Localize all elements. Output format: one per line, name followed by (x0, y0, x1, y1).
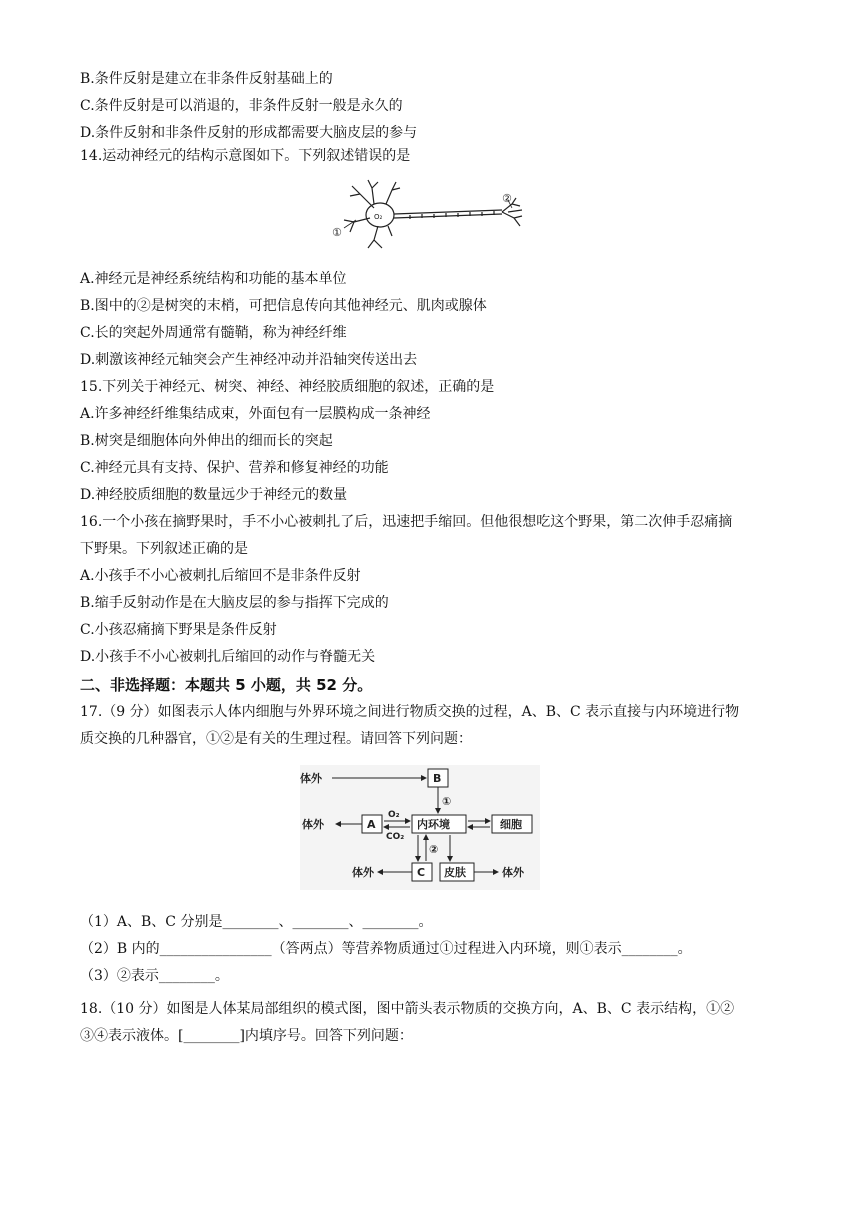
exchange-diagram (300, 765, 540, 890)
label-arrow-2: ② (429, 843, 439, 856)
q18-stem-line1: 18.（10 分）如图是人体某局部组织的模式图，图中箭头表示物质的交换方向，A、B、C 表示结构，①② (80, 1001, 735, 1017)
q17-sub-1: （1）A、B、C 分别是________、________、________。 (80, 914, 433, 930)
label-box-b: B (433, 772, 442, 785)
label-outside-bottom: 体外 (352, 866, 374, 879)
q13-option-b: B.条件反射是建立在非条件反射基础上的 (80, 71, 333, 87)
q15-option-c: C.神经元具有支持、保护、营养和修复神经的功能 (80, 460, 389, 476)
q14-option-b: B.图中的②是树突的末梢，可把信息传向其他神经元、肌肉或腺体 (80, 298, 487, 314)
q15-option-a: A.许多神经纤维集结成束，外面包有一层膜构成一条神经 (80, 406, 431, 422)
q16-stem-line2: 下野果。下列叙述正确的是 (80, 541, 248, 557)
q16-stem-line1: 16.一个小孩在摘野果时，手不小心被刺扎了后，迅速把手缩回。但他很想吃这个野果，第二次伸手忍痛摘 (80, 514, 733, 530)
label-skin: 皮肤 (444, 866, 466, 879)
q13-option-c: C.条件反射是可以消退的，非条件反射一般是永久的 (80, 98, 403, 114)
label-cell: 细胞 (500, 818, 522, 831)
label-inner-environment: 内环境 (417, 818, 450, 831)
label-outside-top: 体外 (300, 772, 322, 785)
q14-option-d: D.刺激该神经元轴突会产生神经冲动并沿轴突传送出去 (80, 352, 418, 368)
label-box-c: C (417, 866, 426, 879)
label-box-a: A (367, 818, 376, 831)
q17-sub-3: （3）②表示________。 (80, 968, 229, 984)
q13-option-d: D.条件反射和非条件反射的形成都需要大脑皮层的参与 (80, 125, 418, 141)
q17-sub-2: （2）B 内的________________（答两点）等营养物质通过①过程进入内环境，则①表示________。 (80, 941, 692, 957)
neuron-label-2: ② (502, 192, 512, 205)
neuron-label-1: ① (332, 226, 342, 239)
q17-stem-line1: 17.（9 分）如图表示人体内细胞与外界环境之间进行物质交换的过程，A、B、C 表示直接与内环境进行物 (80, 704, 740, 720)
neuron-diagram (330, 170, 530, 260)
q18-stem-line2: ③④表示液体。[________]内填序号。回答下列问题： (80, 1028, 413, 1044)
q16-option-c: C.小孩忍痛摘下野果是条件反射 (80, 622, 277, 638)
section-heading: 二、非选择题：本题共 5 小题，共 52 分。 (80, 676, 373, 694)
q15-option-d: D.神经胶质细胞的数量远少于神经元的数量 (80, 487, 348, 503)
neuron-nucleus-label: O₂ (374, 213, 383, 221)
q14-stem: 14.运动神经元的结构示意图如下。下列叙述错误的是 (80, 148, 411, 164)
q16-option-b: B.缩手反射动作是在大脑皮层的参与指挥下完成的 (80, 595, 389, 611)
q15-stem: 15.下列关于神经元、树突、神经、神经胶质细胞的叙述，正确的是 (80, 379, 495, 395)
label-outside-left: 体外 (302, 818, 324, 831)
label-co2: CO₂ (386, 832, 405, 842)
q16-option-a: A.小孩手不小心被刺扎后缩回不是非条件反射 (80, 568, 361, 584)
q17-stem-line2: 质交换的几种器官，①②是有关的生理过程。请回答下列问题： (80, 731, 472, 747)
q16-option-d: D.小孩手不小心被刺扎后缩回的动作与脊髓无关 (80, 649, 376, 665)
label-arrow-1: ① (442, 795, 452, 808)
label-o2: O₂ (388, 810, 400, 820)
q15-option-b: B.树突是细胞体向外伸出的细而长的突起 (80, 433, 333, 449)
q14-option-c: C.长的突起外周通常有髓鞘，称为神经纤维 (80, 325, 347, 341)
q14-option-a: A.神经元是神经系统结构和功能的基本单位 (80, 271, 347, 287)
label-outside-right: 体外 (502, 866, 524, 879)
